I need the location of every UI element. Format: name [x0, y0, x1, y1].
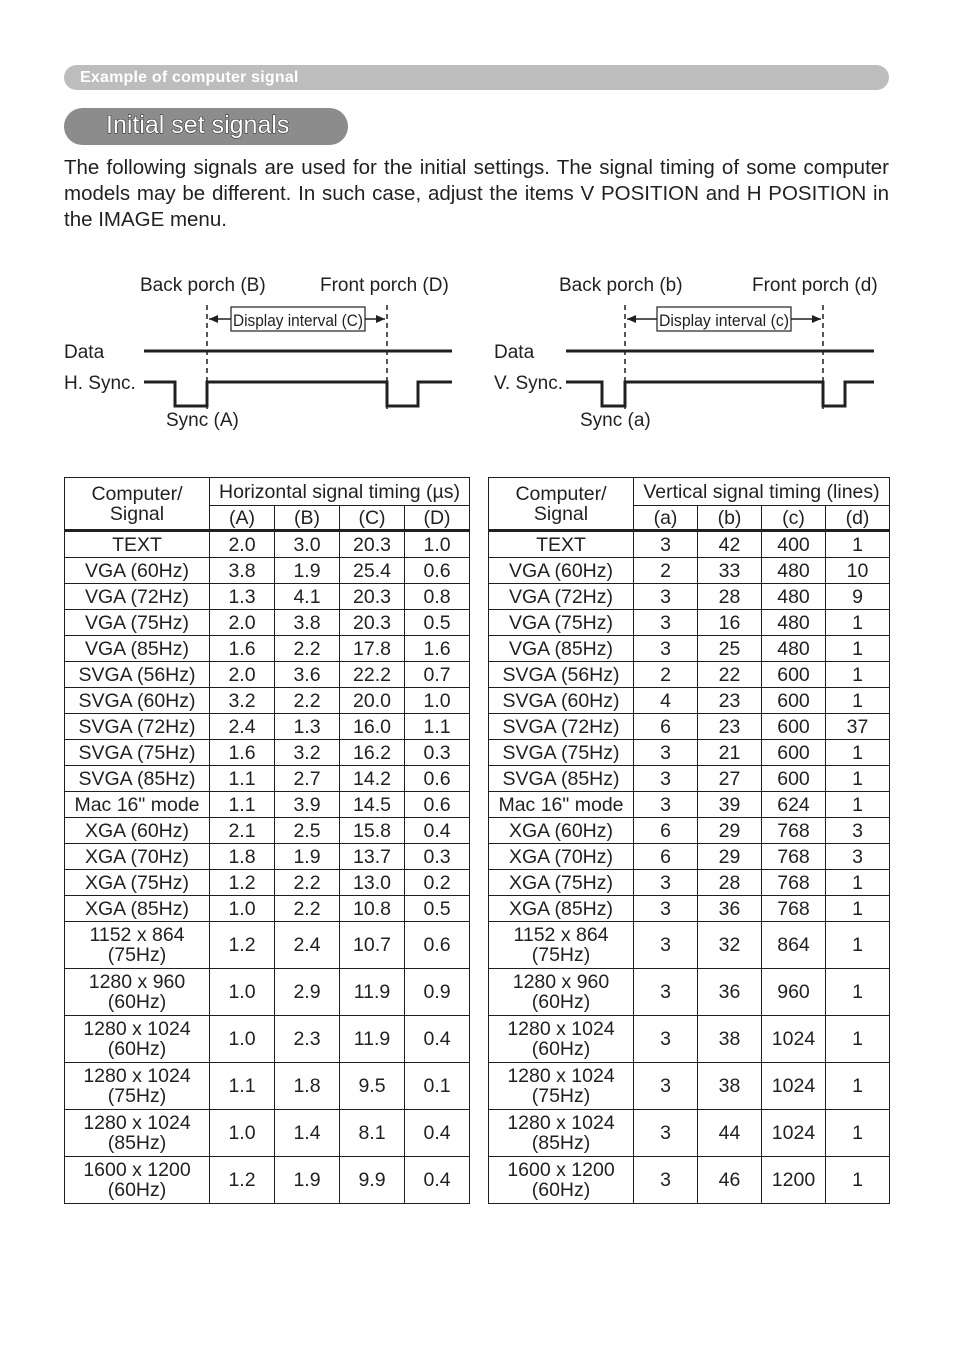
timing-value-cell: 29 — [698, 844, 762, 870]
timing-value-cell: 1 — [826, 636, 890, 662]
timing-value-cell: 3.2 — [210, 688, 275, 714]
column-header: (A) — [210, 506, 275, 531]
timing-value-cell: 1.9 — [275, 1157, 340, 1204]
timing-value-cell: 0.5 — [405, 610, 470, 636]
sync-waveform — [566, 382, 874, 406]
timing-value-cell: 600 — [762, 662, 826, 688]
timing-value-cell: 9 — [826, 584, 890, 610]
timing-value-cell: 600 — [762, 766, 826, 792]
timing-value-cell: 0.6 — [405, 766, 470, 792]
timing-value-cell: 11.9 — [340, 1016, 405, 1063]
timing-value-cell: 3 — [634, 1016, 698, 1063]
timing-value-cell: 1.1 — [210, 792, 275, 818]
timing-value-cell: 2.7 — [275, 766, 340, 792]
timing-value-cell: 2.2 — [275, 870, 340, 896]
timing-value-cell: 38 — [698, 1063, 762, 1110]
table-row — [489, 896, 890, 922]
signal-name-cell: SVGA (75Hz) — [65, 740, 210, 766]
display-interval-label: Display interval (C) — [233, 311, 363, 330]
timing-value-cell: 3.0 — [275, 531, 340, 558]
timing-value-cell: 1.9 — [275, 844, 340, 870]
timing-value-cell: 6 — [634, 714, 698, 740]
column-header: (c) — [762, 506, 826, 531]
timing-value-cell: 39 — [698, 792, 762, 818]
horizontal-group-header: Horizontal signal timing (µs) — [210, 478, 470, 506]
signal-name-cell: TEXT — [65, 531, 210, 558]
timing-value-cell: 0.4 — [405, 818, 470, 844]
timing-value-cell: 1 — [826, 969, 890, 1016]
table-row — [489, 688, 890, 714]
table-row — [65, 584, 470, 610]
signal-column-header: Computer/ Signal — [489, 478, 634, 531]
timing-value-cell: 1.1 — [210, 766, 275, 792]
timing-value-cell: 3 — [634, 922, 698, 969]
timing-value-cell: 3.6 — [275, 662, 340, 688]
signal-name-cell: XGA (85Hz) — [489, 896, 634, 922]
signal-name-cell: TEXT — [489, 531, 634, 558]
vertical-group-header: Vertical signal timing (lines) — [634, 478, 890, 506]
timing-value-cell: 3 — [634, 636, 698, 662]
signal-name-cell: 1280 x 1024 (60Hz) — [489, 1016, 634, 1063]
timing-value-cell: 1.2 — [210, 1157, 275, 1204]
signal-name-cell: SVGA (72Hz) — [65, 714, 210, 740]
timing-value-cell: 1 — [826, 922, 890, 969]
signal-name-cell: SVGA (56Hz) — [489, 662, 634, 688]
timing-value-cell: 480 — [762, 636, 826, 662]
signal-name-cell: XGA (75Hz) — [65, 870, 210, 896]
signal-name-cell: SVGA (72Hz) — [489, 714, 634, 740]
timing-value-cell: 14.5 — [340, 792, 405, 818]
timing-value-cell: 1.1 — [405, 714, 470, 740]
timing-value-cell: 1024 — [762, 1063, 826, 1110]
column-header: (C) — [340, 506, 405, 531]
signal-name-cell: 1280 x 1024 (85Hz) — [65, 1110, 210, 1157]
timing-value-cell: 0.8 — [405, 584, 470, 610]
timing-value-cell: 3 — [634, 531, 698, 558]
timing-value-cell: 1.6 — [405, 636, 470, 662]
timing-value-cell: 0.6 — [405, 792, 470, 818]
timing-value-cell: 1.0 — [405, 688, 470, 714]
timing-value-cell: 25.4 — [340, 558, 405, 584]
timing-value-cell: 3 — [634, 896, 698, 922]
signal-name-cell: SVGA (85Hz) — [489, 766, 634, 792]
signal-name-cell: 1600 x 1200 (60Hz) — [489, 1157, 634, 1204]
timing-value-cell: 2 — [634, 558, 698, 584]
timing-value-cell: 1.0 — [210, 1110, 275, 1157]
signal-name-cell: 1280 x 1024 (85Hz) — [489, 1110, 634, 1157]
timing-value-cell: 1.1 — [210, 1063, 275, 1110]
front-porch-label: Front porch (d) — [752, 275, 878, 296]
interval-arrowhead-left — [627, 315, 636, 323]
section-header — [64, 65, 889, 90]
table-row — [65, 1110, 470, 1157]
timing-value-cell: 0.9 — [405, 969, 470, 1016]
timing-value-cell: 0.6 — [405, 922, 470, 969]
table-row — [489, 662, 890, 688]
timing-value-cell: 9.9 — [340, 1157, 405, 1204]
timing-value-cell: 0.3 — [405, 844, 470, 870]
timing-value-cell: 3 — [826, 818, 890, 844]
signal-name-cell: VGA (85Hz) — [489, 636, 634, 662]
signal-name-cell: SVGA (56Hz) — [65, 662, 210, 688]
timing-value-cell: 1.0 — [405, 531, 470, 558]
signal-name-cell: VGA (72Hz) — [489, 584, 634, 610]
timing-value-cell: 1200 — [762, 1157, 826, 1204]
timing-value-cell: 600 — [762, 688, 826, 714]
timing-value-cell: 0.6 — [405, 558, 470, 584]
timing-value-cell: 1 — [826, 896, 890, 922]
table-row — [65, 1016, 470, 1063]
timing-value-cell: 32 — [698, 922, 762, 969]
table-row — [489, 584, 890, 610]
timing-value-cell: 1 — [826, 531, 890, 558]
timing-value-cell: 42 — [698, 531, 762, 558]
timing-value-cell: 0.1 — [405, 1063, 470, 1110]
table-row — [65, 636, 470, 662]
timing-value-cell: 1.0 — [210, 1016, 275, 1063]
timing-value-cell: 3 — [634, 1110, 698, 1157]
timing-value-cell: 1024 — [762, 1110, 826, 1157]
interval-arrowhead-right — [376, 315, 385, 323]
timing-value-cell: 480 — [762, 584, 826, 610]
timing-value-cell: 16 — [698, 610, 762, 636]
timing-value-cell: 2.4 — [210, 714, 275, 740]
column-header: (d) — [826, 506, 890, 531]
table-row — [65, 1157, 470, 1204]
timing-value-cell: 8.1 — [340, 1110, 405, 1157]
timing-value-cell: 21 — [698, 740, 762, 766]
table-row — [65, 792, 470, 818]
timing-value-cell: 2.1 — [210, 818, 275, 844]
timing-value-cell: 1 — [826, 662, 890, 688]
timing-value-cell: 1024 — [762, 1016, 826, 1063]
table-row — [65, 818, 470, 844]
timing-value-cell: 3 — [634, 610, 698, 636]
timing-value-cell: 3 — [634, 1157, 698, 1204]
timing-value-cell: 37 — [826, 714, 890, 740]
timing-value-cell: 1.4 — [275, 1110, 340, 1157]
timing-value-cell: 1 — [826, 766, 890, 792]
table-row — [489, 636, 890, 662]
table-row — [489, 531, 890, 558]
timing-value-cell: 2.2 — [275, 688, 340, 714]
timing-value-cell: 2.4 — [275, 922, 340, 969]
timing-value-cell: 6 — [634, 844, 698, 870]
timing-value-cell: 20.0 — [340, 688, 405, 714]
table-row — [65, 969, 470, 1016]
signal-name-cell: XGA (60Hz) — [65, 818, 210, 844]
timing-value-cell: 2.2 — [275, 896, 340, 922]
timing-value-cell: 2 — [634, 662, 698, 688]
timing-value-cell: 4 — [634, 688, 698, 714]
timing-value-cell: 3.8 — [275, 610, 340, 636]
sync-waveform — [144, 382, 452, 406]
timing-value-cell: 0.4 — [405, 1157, 470, 1204]
data-line-label: Data — [64, 342, 105, 363]
vertical-timing-rows — [489, 531, 890, 1204]
signal-name-cell: VGA (60Hz) — [65, 558, 210, 584]
timing-value-cell: 6 — [634, 818, 698, 844]
timing-value-cell: 1 — [826, 688, 890, 714]
timing-value-cell: 768 — [762, 818, 826, 844]
table-row — [65, 1063, 470, 1110]
sync-label: Sync (a) — [580, 410, 651, 431]
timing-value-cell: 2.2 — [275, 636, 340, 662]
timing-value-cell: 2.0 — [210, 662, 275, 688]
timing-value-cell: 768 — [762, 844, 826, 870]
timing-value-cell: 600 — [762, 714, 826, 740]
table-row — [489, 714, 890, 740]
timing-value-cell: 1.3 — [210, 584, 275, 610]
signal-name-cell: 1600 x 1200 (60Hz) — [65, 1157, 210, 1204]
table-row — [65, 531, 470, 558]
table-row — [65, 740, 470, 766]
timing-value-cell: 2.0 — [210, 531, 275, 558]
timing-value-cell: 16.2 — [340, 740, 405, 766]
timing-value-cell: 33 — [698, 558, 762, 584]
table-row — [489, 844, 890, 870]
timing-value-cell: 9.5 — [340, 1063, 405, 1110]
timing-value-cell: 4.1 — [275, 584, 340, 610]
table-row — [65, 870, 470, 896]
timing-value-cell: 15.8 — [340, 818, 405, 844]
table-row — [65, 896, 470, 922]
signal-name-cell: XGA (60Hz) — [489, 818, 634, 844]
timing-value-cell: 36 — [698, 896, 762, 922]
timing-value-cell: 1.6 — [210, 740, 275, 766]
sync-line-label: H. Sync. — [64, 373, 136, 394]
signal-name-cell: 1280 x 1024 (60Hz) — [65, 1016, 210, 1063]
timing-value-cell: 3 — [634, 969, 698, 1016]
timing-value-cell: 1 — [826, 610, 890, 636]
timing-value-cell: 20.3 — [340, 531, 405, 558]
timing-value-cell: 10.7 — [340, 922, 405, 969]
signal-name-cell: 1280 x 960 (60Hz) — [489, 969, 634, 1016]
table-row — [489, 1157, 890, 1204]
signal-name-cell: VGA (75Hz) — [489, 610, 634, 636]
timing-value-cell: 1 — [826, 1157, 890, 1204]
timing-value-cell: 3 — [634, 1063, 698, 1110]
timing-value-cell: 44 — [698, 1110, 762, 1157]
interval-arrowhead-right — [812, 315, 821, 323]
signal-name-cell: XGA (70Hz) — [489, 844, 634, 870]
timing-value-cell: 768 — [762, 870, 826, 896]
timing-value-cell: 23 — [698, 688, 762, 714]
timing-value-cell: 3 — [826, 844, 890, 870]
signal-name-cell: VGA (75Hz) — [65, 610, 210, 636]
timing-value-cell: 1 — [826, 870, 890, 896]
table-row — [489, 792, 890, 818]
sync-label: Sync (A) — [166, 410, 239, 431]
data-line-label: Data — [494, 342, 535, 363]
back-porch-label: Back porch (B) — [140, 275, 266, 296]
sync-line-label: V. Sync. — [494, 373, 564, 394]
timing-value-cell: 20.3 — [340, 584, 405, 610]
timing-value-cell: 20.3 — [340, 610, 405, 636]
signal-name-cell: SVGA (85Hz) — [65, 766, 210, 792]
timing-value-cell: 2.0 — [210, 610, 275, 636]
timing-value-cell: 0.4 — [405, 1110, 470, 1157]
timing-value-cell: 3 — [634, 792, 698, 818]
vertical-timing-table — [488, 477, 890, 1204]
timing-value-cell: 3.2 — [275, 740, 340, 766]
table-row — [489, 870, 890, 896]
timing-value-cell: 38 — [698, 1016, 762, 1063]
timing-value-cell: 28 — [698, 584, 762, 610]
table-row — [65, 662, 470, 688]
timing-value-cell: 3 — [634, 766, 698, 792]
page-title-badge — [64, 108, 348, 145]
timing-value-cell: 1.2 — [210, 922, 275, 969]
horizontal-timing-table — [64, 477, 470, 1204]
signal-name-cell: VGA (85Hz) — [65, 636, 210, 662]
table-row — [65, 558, 470, 584]
intro-paragraph: The following signals are used for the initial settings. The signal timing of some computer models may be different. In such case, adjust the items V POSITION and H POSITION in the IMAGE menu. — [64, 156, 889, 231]
table-row — [65, 922, 470, 969]
timing-value-cell: 1.6 — [210, 636, 275, 662]
timing-value-cell: 13.7 — [340, 844, 405, 870]
timing-value-cell: 2.9 — [275, 969, 340, 1016]
signal-name-cell: XGA (75Hz) — [489, 870, 634, 896]
signal-name-cell: 1152 x 864 (75Hz) — [489, 922, 634, 969]
column-header: (B) — [275, 506, 340, 531]
column-header: (D) — [405, 506, 470, 531]
timing-value-cell: 1.8 — [210, 844, 275, 870]
table-row — [65, 714, 470, 740]
timing-value-cell: 768 — [762, 896, 826, 922]
timing-value-cell: 13.0 — [340, 870, 405, 896]
signal-name-cell: 1280 x 1024 (75Hz) — [489, 1063, 634, 1110]
timing-value-cell: 1.0 — [210, 896, 275, 922]
timing-value-cell: 27 — [698, 766, 762, 792]
timing-value-cell: 11.9 — [340, 969, 405, 1016]
timing-value-cell: 1.0 — [210, 969, 275, 1016]
timing-value-cell: 36 — [698, 969, 762, 1016]
timing-value-cell: 1 — [826, 792, 890, 818]
timing-value-cell: 2.5 — [275, 818, 340, 844]
timing-value-cell: 14.2 — [340, 766, 405, 792]
timing-value-cell: 864 — [762, 922, 826, 969]
timing-value-cell: 3.8 — [210, 558, 275, 584]
timing-value-cell: 1 — [826, 1110, 890, 1157]
timing-value-cell: 480 — [762, 558, 826, 584]
table-row — [65, 610, 470, 636]
page-title: Initial set signals — [106, 111, 290, 139]
timing-value-cell: 29 — [698, 818, 762, 844]
signal-name-cell: Mac 16" mode — [489, 792, 634, 818]
table-row — [489, 610, 890, 636]
horizontal-timing-rows — [65, 531, 470, 1204]
signal-name-cell: VGA (60Hz) — [489, 558, 634, 584]
timing-value-cell: 400 — [762, 531, 826, 558]
timing-value-cell: 0.3 — [405, 740, 470, 766]
front-porch-label: Front porch (D) — [320, 275, 449, 296]
timing-value-cell: 0.2 — [405, 870, 470, 896]
timing-value-cell: 16.0 — [340, 714, 405, 740]
timing-value-cell: 1.8 — [275, 1063, 340, 1110]
timing-value-cell: 10.8 — [340, 896, 405, 922]
timing-value-cell: 10 — [826, 558, 890, 584]
table-row — [489, 1063, 890, 1110]
timing-value-cell: 1.9 — [275, 558, 340, 584]
signal-name-cell: 1280 x 960 (60Hz) — [65, 969, 210, 1016]
table-row — [489, 1016, 890, 1063]
table-row — [65, 844, 470, 870]
signal-name-cell: XGA (70Hz) — [65, 844, 210, 870]
vertical-timing-diagram — [490, 255, 900, 435]
timing-value-cell: 0.7 — [405, 662, 470, 688]
table-row — [489, 766, 890, 792]
horizontal-timing-diagram — [60, 255, 470, 435]
timing-value-cell: 25 — [698, 636, 762, 662]
column-header: (a) — [634, 506, 698, 531]
timing-value-cell: 0.5 — [405, 896, 470, 922]
timing-value-cell: 960 — [762, 969, 826, 1016]
timing-value-cell: 3 — [634, 870, 698, 896]
signal-name-cell: 1152 x 864 (75Hz) — [65, 922, 210, 969]
timing-value-cell: 3.9 — [275, 792, 340, 818]
signal-name-cell: SVGA (60Hz) — [489, 688, 634, 714]
timing-value-cell: 23 — [698, 714, 762, 740]
timing-value-cell: 1.2 — [210, 870, 275, 896]
display-interval-label: Display interval (c) — [659, 311, 789, 330]
timing-value-cell: 22 — [698, 662, 762, 688]
signal-name-cell: XGA (85Hz) — [65, 896, 210, 922]
timing-value-cell: 3 — [634, 584, 698, 610]
timing-value-cell: 17.8 — [340, 636, 405, 662]
table-row — [489, 740, 890, 766]
table-row — [65, 688, 470, 714]
timing-value-cell: 46 — [698, 1157, 762, 1204]
table-row — [65, 766, 470, 792]
table-row — [489, 969, 890, 1016]
table-row — [489, 818, 890, 844]
back-porch-label: Back porch (b) — [559, 275, 683, 296]
timing-value-cell: 1 — [826, 1016, 890, 1063]
table-row — [489, 922, 890, 969]
timing-value-cell: 624 — [762, 792, 826, 818]
table-row — [489, 1110, 890, 1157]
timing-value-cell: 1.3 — [275, 714, 340, 740]
timing-value-cell: 22.2 — [340, 662, 405, 688]
section-header-label: Example of computer signal — [80, 69, 299, 86]
signal-column-header: Computer/ Signal — [65, 478, 210, 531]
timing-value-cell: 28 — [698, 870, 762, 896]
signal-name-cell: SVGA (75Hz) — [489, 740, 634, 766]
timing-value-cell: 1 — [826, 1063, 890, 1110]
signal-name-cell: Mac 16" mode — [65, 792, 210, 818]
signal-name-cell: 1280 x 1024 (75Hz) — [65, 1063, 210, 1110]
table-row — [489, 558, 890, 584]
signal-name-cell: VGA (72Hz) — [65, 584, 210, 610]
signal-name-cell: SVGA (60Hz) — [65, 688, 210, 714]
timing-value-cell: 600 — [762, 740, 826, 766]
timing-value-cell: 3 — [634, 740, 698, 766]
timing-value-cell: 2.3 — [275, 1016, 340, 1063]
column-header: (b) — [698, 506, 762, 531]
timing-value-cell: 480 — [762, 610, 826, 636]
timing-value-cell: 1 — [826, 740, 890, 766]
interval-arrowhead-left — [209, 315, 218, 323]
timing-value-cell: 0.4 — [405, 1016, 470, 1063]
